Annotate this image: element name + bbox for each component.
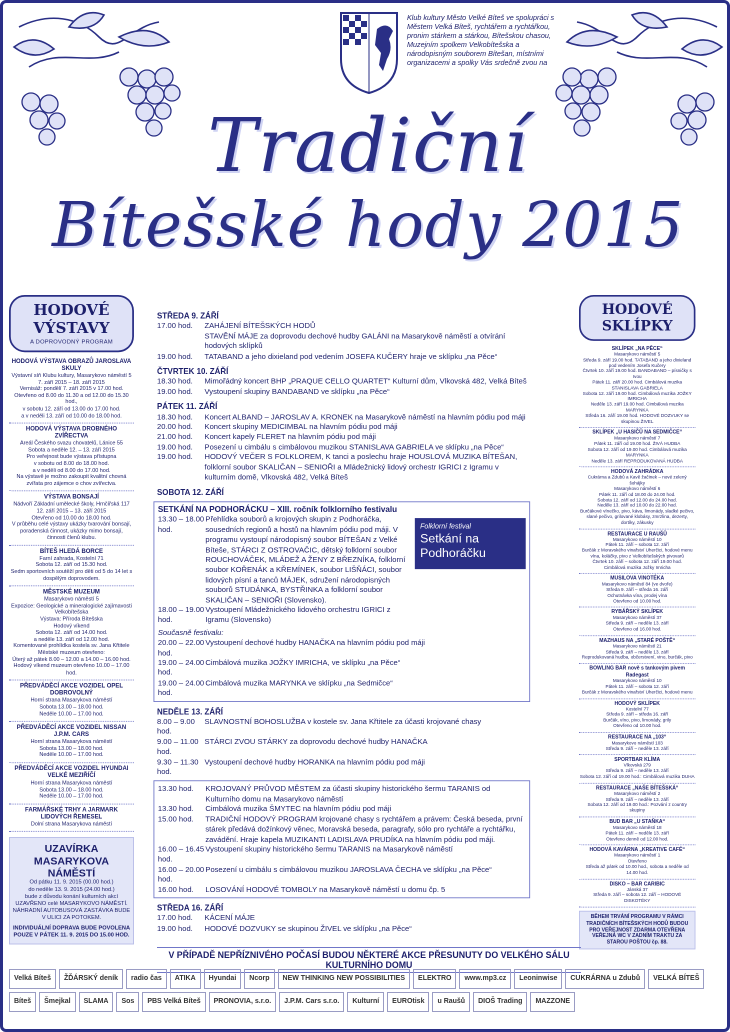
info-block-line: Neděle 13. září 19.00 hod. Cimbálová muzika MARYNKA: [590, 402, 684, 414]
program-time: 13.30 – 18.00 hod.: [157, 514, 205, 534]
info-block-line: Horní strana Masarykova náměstí: [30, 738, 113, 745]
sponsor-logo: J.P.M. Cars s.r.o.: [279, 992, 344, 1012]
closure-line: UZAVŘENO celé MASARYKOVO NÁMĚSTÍ.: [15, 900, 128, 907]
info-block: [579, 846, 695, 880]
info-block-line: v sobotu od 8.00 do 18.00 hod.: [33, 460, 110, 467]
info-block-line: vína, koláčky, pivo z Velkobítešských pivovarů: [590, 554, 684, 559]
program-row: [158, 784, 526, 804]
program-text: Koncert skupiny MEDICIMBAL na hlavním pódiu pod máji: [204, 422, 398, 432]
info-block-title: MUSILOVA VINOTÉKA: [610, 575, 665, 582]
day-wed16: [157, 903, 530, 933]
info-block-title: PŘEDVÁDĚCÍ AKCE VOZIDEL OPEL DOBROVOLNÝ: [19, 683, 123, 697]
sponsor-logo: radio čas: [126, 969, 167, 989]
info-block-line: Ochutnávka vína, prodej vína: [607, 593, 668, 599]
info-block-line: Sobota 12. září od 15.30 hod.: [35, 562, 108, 569]
closure-line: V ULICI ZA POTOKEM.: [41, 914, 102, 921]
info-block-line: Kostelní 77: [625, 707, 649, 713]
info-block-line: v sobotu 12. září od 13.00 do 17.00 hod.: [22, 405, 121, 413]
program-time: 20.00 – 22.00 hod.: [157, 637, 205, 657]
program-time: 19.00 hod.: [157, 386, 193, 396]
program-time: 21.00 hod.: [157, 432, 193, 442]
info-block-line: Neděle 13. září od 10.00 do 22.00 hod.: [597, 503, 678, 509]
program-text: Posezení u cimbálu s cimbálovou muzikou STANISLAVA GABRIELA ve sklípku „na Pěce“: [204, 442, 504, 452]
program-text: HODOVÝ VEČER S FOLKLOREM, K tanci a poslechu hraje HOUSLOVÁ MUZIKA BÍTEŠAN, folklorní soubor SKALIČAN – SENIOŘI a Mládežnický lidový orchestr IGRICI z Igramu v kulturním domě, Vlkovská 482, Velká Bíteš: [204, 452, 518, 482]
festival-badge-line2: Podhoráčku: [420, 545, 486, 560]
info-block-line: Areál Českého svazu chovatelů, Lánice 55: [20, 440, 123, 447]
info-block-line: Otevřeno od 8.00 do 11.30 a od 12.00 do 15.30 hod.,: [14, 392, 129, 406]
info-block-title: SKLÍPEK „U HASIČŮ NA SEDMIČCE“: [592, 429, 683, 436]
info-block: [579, 428, 695, 467]
right-heading-scroll: [579, 295, 695, 341]
info-block-title: RESTAURACE U RAUŠŮ: [607, 530, 667, 537]
program-text: TATABAND a jeho dixieland pod vedením JOSEFA KUČERY hraje ve sklípku „na Pěce“: [204, 351, 498, 361]
info-block-line: Masarykovo náměstí 7: [614, 436, 661, 442]
info-block-line: Neděle 10.00 – 17.00 hod.: [39, 710, 104, 718]
info-block-line: Středa 9. září – neděle 13. září: [605, 797, 669, 803]
festival-title: SETKÁNÍ NA PODHORÁCKU – XIII. ročník folklorního festivalu: [157, 504, 398, 514]
info-block-line: Středa 9. září – neděle 13. září: [605, 621, 669, 627]
left-heading-1: HODOVÉ: [33, 302, 110, 320]
info-block-line: Sobota 13.00 – 18.00 hod.: [39, 704, 104, 711]
sponsor-logo: Leoninwise: [514, 969, 562, 989]
info-block-line: Masarykovo náměstí 1: [614, 853, 661, 859]
info-block-line: Čtvrtek 10. září 19.00 hod. BANDABAND – písničky s Ivou: [582, 369, 692, 380]
info-block: [579, 664, 695, 699]
program-text: ZAHÁJENÍ BÍTEŠSKÝCH HODŮ: [204, 321, 316, 331]
info-block-line: V průběhu celé výstavy ukázky tvarování bonsají, poradenská činnost, ukázky mimo bonsají, činnosti členů klubu.: [11, 521, 132, 541]
program-row: [157, 717, 530, 737]
info-block: [579, 733, 695, 756]
day-heading: SOBOTA 12. ZÁŘÍ: [157, 487, 224, 497]
sponsor-logo: Bíteš: [9, 992, 36, 1012]
program-text: Cimbálová muzika JOŽKY IMRICHA, ve sklípku „na Pěce“: [205, 658, 401, 667]
program-row: [157, 331, 530, 351]
festival-note: Současně festivalu:: [157, 627, 224, 637]
info-block-line: Na výstavě je možno zakoupit kvalitní chovná zvířata pro zájemce o chov zvířectva.: [16, 473, 127, 487]
program-time: 18.30 hod.: [157, 376, 193, 386]
program-time: 13.30 hod.: [157, 784, 194, 794]
day-wed9: [157, 311, 530, 361]
closure-box: [9, 837, 134, 944]
sponsor-logo: PRONOVIA, s.r.o.: [209, 992, 277, 1012]
program-row: [157, 432, 530, 442]
program-time: 16.00 – 20.00 hod.: [157, 864, 205, 884]
info-block-line: Farní zahrada, Kostelní 71: [39, 555, 104, 562]
sponsor-logo: ŽĎÁRSKÝ deník: [59, 969, 123, 989]
program-time: 17.00 hod.: [157, 913, 193, 923]
program-time: 18.30 hod.: [157, 412, 193, 421]
program-time: 19.00 – 24.00 hod.: [157, 658, 205, 677]
sponsor-logo: PBS Velká Bíteš: [142, 992, 205, 1012]
info-block-line: Burčák z Moravského vinařství Uherčici, hodové menu: [581, 548, 693, 554]
program-time: 9.30 – 11.30 hod.: [157, 757, 199, 776]
info-block: [579, 699, 695, 733]
info-block-line: Sobota a neděle 12. – 13. září 2015: [28, 447, 115, 454]
program-text: Vystoupení skupiny BANDABAND ve sklípku „na Pěce“: [204, 386, 390, 396]
info-block-line: Vlkovská 279: [623, 763, 651, 769]
day-heading: PÁTEK 11. ZÁŘÍ: [157, 402, 218, 411]
info-block-line: a neděle 13. září od 12.00 hod.: [33, 636, 110, 643]
festival-badge-line1: Setkání na: [420, 531, 480, 546]
sponsor-logo: EUROtisk: [387, 992, 429, 1012]
info-block-line: Výstava: Příroda Bítešska: [40, 616, 103, 623]
info-block-title: PŘEDVÁDĚCÍ AKCE VOZIDEL HYUNDAI VELKÉ MEZIŘÍČÍ: [14, 765, 129, 779]
sponsor-logo: Velká Bíteš: [9, 969, 56, 989]
program-row: [157, 321, 530, 331]
info-block-title: RYBÁŘSKÝ SKLÍPEK: [611, 609, 664, 616]
info-block-line: Otevřeno od 10.00 do 18.00 hod.: [31, 514, 112, 521]
closure-line: do neděle 13. 9. 2015 (24.00 hod.): [28, 886, 115, 893]
info-block-title: PŘEDVÁDĚCÍ AKCE VOZIDEL NISSAN J.P.M. CARS: [16, 724, 127, 738]
info-block-line: Pátek 11. září od 19.00 hod. ŽIVÁ HUDBA: [594, 441, 681, 447]
info-block-title: MAZHAUS NA „STARÉ POŠTĚ“: [599, 637, 676, 644]
info-block-line: Sobota 12. září 19.00 hod. Cimbálová muzika JOŽKY IMRICHA: [582, 391, 692, 402]
festival-box: [153, 501, 530, 701]
info-block-line: Středa 9. září – neděle 13. září: [605, 746, 669, 752]
program-row: [157, 757, 530, 777]
info-block: [9, 763, 134, 804]
info-block-line: Masarykovo náměstí 2: [614, 791, 661, 797]
info-block-line: Masarykovo náměstí 5: [44, 596, 99, 603]
program-row: [158, 885, 526, 895]
info-block-line: Středa 9. září – sobota 12. září – HODOVÉ DISKOTÉKY: [593, 893, 682, 904]
info-block: [9, 356, 134, 424]
info-block-line: Středa až pátek od 10.00 hod., sobota a neděle od 14.00 hod.: [585, 864, 689, 876]
info-block-line: Pátek 11. září – sobota 12. září: [605, 542, 669, 548]
info-block-line: Otevřeno od 16.00 hod.: [613, 627, 662, 633]
info-block: [579, 817, 695, 845]
program-row: [157, 914, 530, 924]
closure-line: Od pátku 11. 9. 2015 (00.00 hod.): [29, 879, 114, 886]
info-block-title: RESTAURACE „NAŠE BÍTEŠSKÁ“: [595, 785, 679, 791]
info-block-title: HODOVÝ SKLÍPEK: [614, 700, 660, 707]
program-text: Přehlídka souborů a krojových skupin z Podhoráčka, sousedních regionů a hostů na hlavním pódiu pod máji. V programu vystoupí národopisný soubor BÍTEŠAN z Velké Bíteše, STÁRCI Z OSTROVAČIC, dětský folklorní soubor ROUCHOVÁČEK, MLÁDEŽ A ŽENY Z BŘEZNÍKA, folklorní soubor KOŘENÁK a KŘEMÍNEK, soubor LIŠŇÁCI, soubor lidových písní a tanců MÁJEK, sdružení národopisných souborů STUDÁNKA, BYSTŘINKA a folklorní soubor SKALIČAN – SENIOŘI (Slovensko).: [205, 514, 406, 604]
info-block: [9, 587, 134, 681]
info-block-line: a v neděli 13. září od 10.00 do 18.00 hod.: [21, 412, 122, 419]
sponsor-logo: ATIKA: [170, 969, 201, 989]
info-block: [579, 344, 695, 428]
info-block-line: Neděle 10.00 – 17.00 hod.: [39, 793, 104, 800]
day-heading: STŘEDA 16. ZÁŘÍ: [157, 903, 224, 913]
sponsor-logo: ELEKTRO: [413, 969, 456, 989]
right-heading-2: SKLÍPKY: [601, 317, 673, 335]
sponsor-logo: Šmejkal: [39, 992, 75, 1012]
info-block-line: Středa 9. září – středa 16. září: [606, 712, 669, 718]
header: [3, 3, 730, 298]
info-block-title: HODOVÁ KAVÁRNA „KREATIVE CAFÉ“: [589, 847, 685, 853]
info-block-line: Masarykovo náměstí 103: [611, 740, 663, 746]
program-time: 20.00 hod.: [157, 422, 193, 432]
program-time: 16.00 hod.: [157, 884, 194, 894]
program-text: LOSOVÁNÍ HODOVÉ TOMBOLY na Masarykově náměstí u domu čp. 5: [205, 884, 446, 894]
program-text: Vystoupení Mládežnického lidového orchestru IGRICI z Igramu (Slovensko): [205, 605, 391, 625]
club-invitation-text: Klub kultury Město Velké Bíteš ve spolupráci s Městem Velká Bíteš, rychtářem a rychtářkou, pronim stárkem a stárkou, Bítešskou chasou, Muzejním spolkem Velkobítešska a národopisným souborem Bítešan, místními organizacemi a spolky Vás srdečně zvou na: [407, 13, 555, 67]
info-block: [9, 804, 134, 832]
program-text: Koncert ALBAND – JAROSLAV A. KRONEK na Masarykově náměstí na hlavním pódiu pod máji: [204, 412, 526, 421]
wc-note: BĚHEM TRVÁNÍ PROGRAMU V RÁMCI TRADIČNÍCH BÍTEŠSKÝCH HODŮ BUDOU PRO VEŘEJNOST ZDARMA OTEVŘENA VEŘEJNÁ WC V ZADNÍM TRAKTU ZA STAROU POŠTOU čp. 88.: [579, 911, 695, 950]
program-text: KÁCENÍ MÁJE: [204, 913, 255, 923]
info-block: [579, 755, 695, 783]
sponsor-logo: Kulturní: [347, 992, 384, 1012]
day-fri11: [157, 402, 530, 482]
sponsor-logo: Ncorp: [244, 969, 274, 989]
program-row: [158, 678, 526, 698]
info-block-line: Pátek 11. září od 18.00 do 24.00 hod.: [599, 492, 676, 498]
left-heading-scroll: [9, 295, 134, 352]
info-block-line: Masarykovo náměstí 6: [614, 486, 661, 492]
program-row: [157, 442, 530, 452]
title-line-1: Tradiční: [207, 103, 529, 189]
info-block-line: Expozice: Geologické a mineralogické zajímavosti Velkobítešska: [11, 602, 132, 616]
program-text: HODOVÉ DOZVUKY se skupinou ŽIVEL ve sklípku „na Pěce“: [204, 923, 412, 933]
info-block-line: Středa 9. září – středa 16. září: [606, 587, 669, 593]
left-subheading: A DOPROVODNÝ PROGRAM: [30, 339, 113, 346]
program-time: 17.00 hod.: [157, 321, 193, 331]
info-block-line: Masarykovo náměstí 37: [612, 616, 662, 621]
program-time: 19.00 hod.: [157, 923, 193, 933]
info-block-line: Sedm sportovních soutěží pro děti od 5 do 14 let s dospělým doprovodem.: [10, 568, 133, 582]
info-block: [579, 784, 695, 818]
info-block-line: Pro veřejnost bude výstava přístupna: [26, 453, 117, 460]
program-text: Vystoupení dechové hudby HORANKA na hlavním pódiu pod máji: [204, 757, 425, 766]
program-row: [157, 737, 530, 757]
program-time: 9.00 – 11.00 hod.: [157, 737, 199, 756]
sponsor-logos: [9, 969, 727, 1029]
sponsor-logo: MAZZONE: [530, 992, 575, 1012]
info-block-line: Sobota 13.00 – 18.00 hod.: [39, 786, 104, 793]
info-block-line: 7. září 2015 – 18. září 2015: [38, 379, 105, 386]
info-block-line: Masarykovo náměstí 84 (ve dvoře): [601, 582, 673, 588]
info-block-title: HODOVÁ ZAHRÁDKA: [611, 469, 664, 475]
info-block-line: Městské muzeum otevřeno:: [38, 649, 105, 656]
info-block-line: Pátek 11. září 20.00 hod. Cimbálová muzika STANISLAVA GABRIELA: [592, 380, 683, 391]
sponsor-logo: VELKÁ BÍTEŠ: [648, 969, 704, 989]
info-block-line: Výstavní síň Klubu kultury, Masarykovo náměstí 5: [11, 372, 132, 379]
info-block-title: BÍTEŠ HLEDÁ BORCE: [39, 548, 104, 555]
info-block-line: Sobota 12. září od 19.00 hod.: Cimbálová muzika DUHA: [579, 774, 695, 780]
program-row: [157, 412, 530, 422]
info-block-line: Otevřeno od 10.00 hod.: [613, 598, 662, 604]
festival-badge-small: Folklorní festival: [420, 522, 471, 531]
day-sun13: [157, 707, 530, 898]
day-heading: ČTVRTEK 10. ZÁŘÍ: [157, 366, 229, 376]
festival-badge: [415, 518, 526, 569]
info-block-line: Otevřeno denně od 12.00 hod.: [606, 836, 669, 842]
program-text: Koncert kapely FLERET na hlavním pódiu pod máji: [204, 432, 376, 442]
info-block: [579, 879, 695, 907]
info-block-line: Cukrárna a Zdubů a Kavě žačinek – nové zelený šohájky: [587, 475, 687, 487]
right-panel: [579, 295, 695, 949]
program-text: STÁRCI ZVOU STÁRKY za doprovodu dechové hudby HANAČKA: [204, 737, 428, 746]
program-row: [158, 844, 526, 864]
info-block-line: Středa 16. září 19.00 hod. HODOVÉ DOZVUKY se skupinou ŽIVEL: [585, 413, 690, 425]
left-panel: [9, 295, 134, 945]
info-block-line: Sobota 12. září od 19.00 hod.: Pozvání z country skupiny: [587, 802, 687, 814]
program-time: 19.00 hod.: [157, 452, 193, 462]
program-time: 19.00 hod.: [157, 351, 193, 361]
info-block: [9, 424, 134, 492]
closure-title-2: MASARYKOVA NÁMĚSTÍ: [33, 854, 110, 880]
closure-title-1: UZAVÍRKA: [44, 842, 99, 855]
info-block-line: a v neděli od 8.00 do 17.00 hod.: [32, 467, 111, 474]
sponsor-logo: www.mp3.cz: [459, 969, 511, 989]
program-time: 15.00 hod.: [157, 814, 194, 824]
program-text: TRADIČNÍ HODOVÝ PROGRAM krojované chasy s rychtářem a právem: Česká beseda, první stárek předává dožínkový věnec, Moravská beseda, paragrafy, sólo pro rychtáře a rychtářku, zavádění. Hraje kapela MUZIKANTI LADISLAVA PRUDÍKA na hlavním pódiu pod máji.: [205, 814, 523, 844]
info-block-title: SPORTBAR KLÍMA: [614, 757, 661, 763]
info-block-title: BOWLING BAR nově s tankovým pivem Radegast: [589, 665, 686, 679]
sponsor-logo: NEW THINKING NEW POSSIBILITIES: [278, 969, 411, 989]
closure-line: NÁHRADNÍ AUTOBUSOVÁ ZASTÁVKA BUDE: [12, 907, 131, 914]
info-block-line: Jánská 37: [626, 887, 648, 893]
closure-extra: INDIVIDUÁLNÍ DOPRAVA BUDE POVOLENA POUZE V PÁTEK 11. 9. 2015 DO 15.00 HOD.: [12, 925, 131, 939]
program-row: [158, 814, 526, 844]
program-time: 19.00 hod.: [157, 442, 193, 452]
info-block-line: Nádvoří Základní umělecké školy, Hrnčířská 117: [13, 501, 130, 508]
info-block-line: Hodový víkend muzeum otevřeno 10.00 – 17.00 hod.: [13, 663, 130, 676]
info-block: [579, 608, 695, 636]
sponsor-logo: u Raušů: [432, 992, 470, 1012]
program-time: 16.00 – 16.45 hod.: [157, 844, 205, 864]
info-block-line: Burčák, víno, pivo, limonády, grily: [603, 718, 672, 724]
program-row: [157, 924, 530, 934]
info-block-line: Hodový víkend: [53, 622, 90, 630]
program-row: [157, 377, 530, 387]
rain-notice: V PŘÍPADĚ NEPŘÍZNIVÉHO POČASÍ BUDOU NĚKTERÉ AKCE PŘESUNUTY DO VELKÉHO SÁLU KULTURNÍHO DOMU: [157, 947, 581, 973]
sponsor-logo: Sos: [116, 992, 139, 1012]
info-block-line: Pátek 11. září – sobota 12. září: [605, 684, 669, 690]
info-block-line: Neděle 13. září REPRODUKOVANÁ HUDBA: [591, 458, 683, 464]
info-block-line: Vernisáž: pondělí 7. září 2015 v 17.00 hod.: [19, 385, 124, 392]
program: [157, 306, 530, 934]
program-text: SLAVNOSTNÍ BOHOSLUŽBA v kostele sv. Jana Křtitele za účasti krojované chasy: [204, 716, 482, 726]
program-time: 13.30 hod.: [157, 804, 194, 814]
info-block: [579, 636, 695, 664]
title-line-2: Bítešské hody 2015: [51, 188, 685, 261]
right-heading-1: HODOVÉ: [601, 301, 673, 318]
info-block-line: Masarykovo náměstí 18: [612, 825, 662, 831]
left-heading-2: VÝSTAVY: [33, 319, 110, 338]
day-thu10: [157, 367, 530, 397]
info-block: [579, 529, 695, 574]
program-row: [157, 351, 530, 361]
info-block-line: Otevřeno: [627, 859, 647, 865]
program-row: [157, 387, 530, 397]
program-time: 19.00 – 24.00 hod.: [157, 678, 205, 697]
day-heading: NEDĚLE 13. ZÁŘÍ: [157, 706, 224, 716]
program-text: Vystoupení dechové hudby HANAČKA na hlavním pódiu pod máji: [205, 637, 425, 647]
sunday-afternoon-box: [153, 781, 530, 898]
program-row: [158, 658, 526, 678]
info-block: [9, 722, 134, 763]
program-text: Posezení u cimbálu s cimbálovou muzikou JAROSLAVA ČECHA ve sklípku „na Pěce“: [205, 864, 492, 874]
program-row: [157, 452, 530, 482]
info-block-title: MĚSTSKÉ MUZEUM: [43, 589, 100, 596]
info-block: [579, 574, 695, 608]
sponsor-logo: SLAMA: [79, 992, 114, 1012]
info-block: [9, 546, 134, 587]
info-block-line: Burčák z Moravského vinařství Uherčici, hodové menu: [581, 690, 693, 696]
info-block-line: Horní strana Masarykova náměstí: [30, 779, 113, 786]
info-block-title: VÝSTAVA BONSAJÍ: [43, 494, 99, 501]
info-block-line: Masarykovo náměstí 21: [612, 644, 662, 650]
info-block-line: Neděle 10.00 – 17.00 hod.: [39, 752, 104, 759]
info-block-line: Masarykovo náměstí 10: [612, 537, 662, 543]
program-row: [158, 804, 526, 814]
info-block-line: Čtvrtek 10. září – sobota 12. září 19.00 hod.: [592, 559, 682, 565]
sponsor-logo: CUKRÁRNA u Zdubů: [565, 969, 645, 989]
info-block: [579, 467, 695, 529]
day-sat12: [157, 488, 530, 702]
info-block: [9, 492, 134, 546]
program-row: [158, 865, 526, 885]
program-text: KROJOVANÝ PRŮVOD MĚSTEM za účasti skupiny historického šermu TARANIS od Kulturního domu na Masarykovo náměstí: [205, 784, 491, 804]
info-block-line: Horní strana Masarykova náměstí: [30, 697, 113, 704]
info-block-line: Komentované prohlídka kostela sv. Jana Křtitele: [13, 642, 130, 650]
info-block-line: Otevřeno od 10.00 hod.: [613, 723, 662, 729]
program-text: STAVĚNÍ MÁJE za doprovodu dechové hudby GALÁNI na Masarykově náměstí a otvírání hodových sklípků: [204, 331, 506, 351]
sponsor-logo: Hyundai: [204, 969, 242, 989]
closure-line: bude z důvodu konání kulturních akcí: [24, 893, 119, 900]
info-block-title: HODOVÁ VÝSTAVA OBRAZŮ JAROSLAVA SKULY: [11, 358, 132, 372]
info-block-line: Reprodukovaná hudba, občerstvení, vino, burčák, pivo: [581, 655, 693, 661]
program-row: [157, 422, 530, 432]
info-block-line: Středa 9. září – neděle 13. září: [605, 649, 669, 655]
day-heading: STŘEDA 9. ZÁŘÍ: [157, 311, 219, 321]
info-block-line: Masarykovo náměstí 10: [612, 678, 662, 684]
program-row: [158, 638, 526, 658]
program-text: Mimořádný koncert BHP „PRAQUE CELLO QUARTET“ Kulturní dům, Vlkovská 482, Velká Bíteš: [204, 376, 527, 386]
info-block-line: Sobota 12. září od 14.00 hod.: [35, 629, 108, 636]
program-row: [158, 605, 526, 625]
info-block-line: Burčákové vínečko, pivo, káva, limonády, sladké pečivo, slané pečivo, grilované klobásy, zmrzlina, dezerty, dortíky, zákusky: [580, 509, 695, 526]
info-block-line: 12. září 2015 – 13. září 2015: [36, 507, 107, 515]
exhibitions-list: [9, 356, 134, 832]
town-crest-icon: [337, 9, 401, 95]
program-time: [157, 331, 205, 351]
info-block-line: Sobota 12. září od 12.00 do 24.00 hod.: [597, 497, 678, 503]
program-text: Vystoupení skupiny historického šermu TARANIS na Masarykově náměstí: [205, 844, 453, 854]
program-time: 8.00 – 9.00 hod.: [157, 716, 195, 736]
info-block-title: BUD BAR „U STAŇKA“: [609, 818, 666, 825]
info-block-title: SKLÍPEK „NA PĚCE“: [611, 345, 663, 352]
cellars-list: [579, 344, 695, 907]
info-block: [9, 681, 134, 722]
info-block-title: HODOVÁ VÝSTAVA DROBNÉHO ZVÍŘECTVA: [25, 426, 118, 440]
info-block-line: Masarykovo náměstí 5: [614, 352, 661, 358]
info-block-line: Cimbálová muzika Jožky Imricha: [603, 565, 671, 571]
info-block-line: Středa 9. září – neděle 13. září: [605, 769, 669, 775]
info-block-line: Dolní strana Masarykova náměstí: [30, 820, 113, 828]
program-text: Cimbálová muzika MARYNKA ve sklípku „na Sedmičce“: [205, 678, 393, 687]
info-block-line: Středa 9. září 19.00 hod. TATABAND a jeho dixieland pod vedením Josefa Kučery: [583, 357, 692, 369]
info-block-line: Sobota 13.00 – 18.00 hod.: [39, 745, 104, 752]
program-time: 18.00 – 19.00 hod.: [157, 605, 205, 625]
program-text: Cimbálová muzika ŠMYTEC na hlavním pódiu pod máji: [205, 804, 392, 814]
info-block-title: FARMÁŘSKÉ TRHY A JARMARK LIDOVÝCH ŘEMESEL: [25, 806, 118, 821]
info-block-line: Pátek 11. září – neděle 13. září: [605, 831, 669, 837]
info-block-line: Sobota 12. září od 19.00 hod. Cimbálová muzika MARYNKA: [587, 447, 687, 458]
info-block-title: DISKO – BAR CARIBIC: [609, 880, 665, 887]
info-block-line: Úterý až pátek 8.00 – 12.00 a 14.00 – 16.00 hod.: [12, 656, 131, 663]
info-block-title: RESTAURACE NA „103“: [608, 734, 667, 741]
sponsor-logo: DIOŠ Trading: [473, 992, 527, 1012]
closure-lines: [13, 880, 131, 922]
